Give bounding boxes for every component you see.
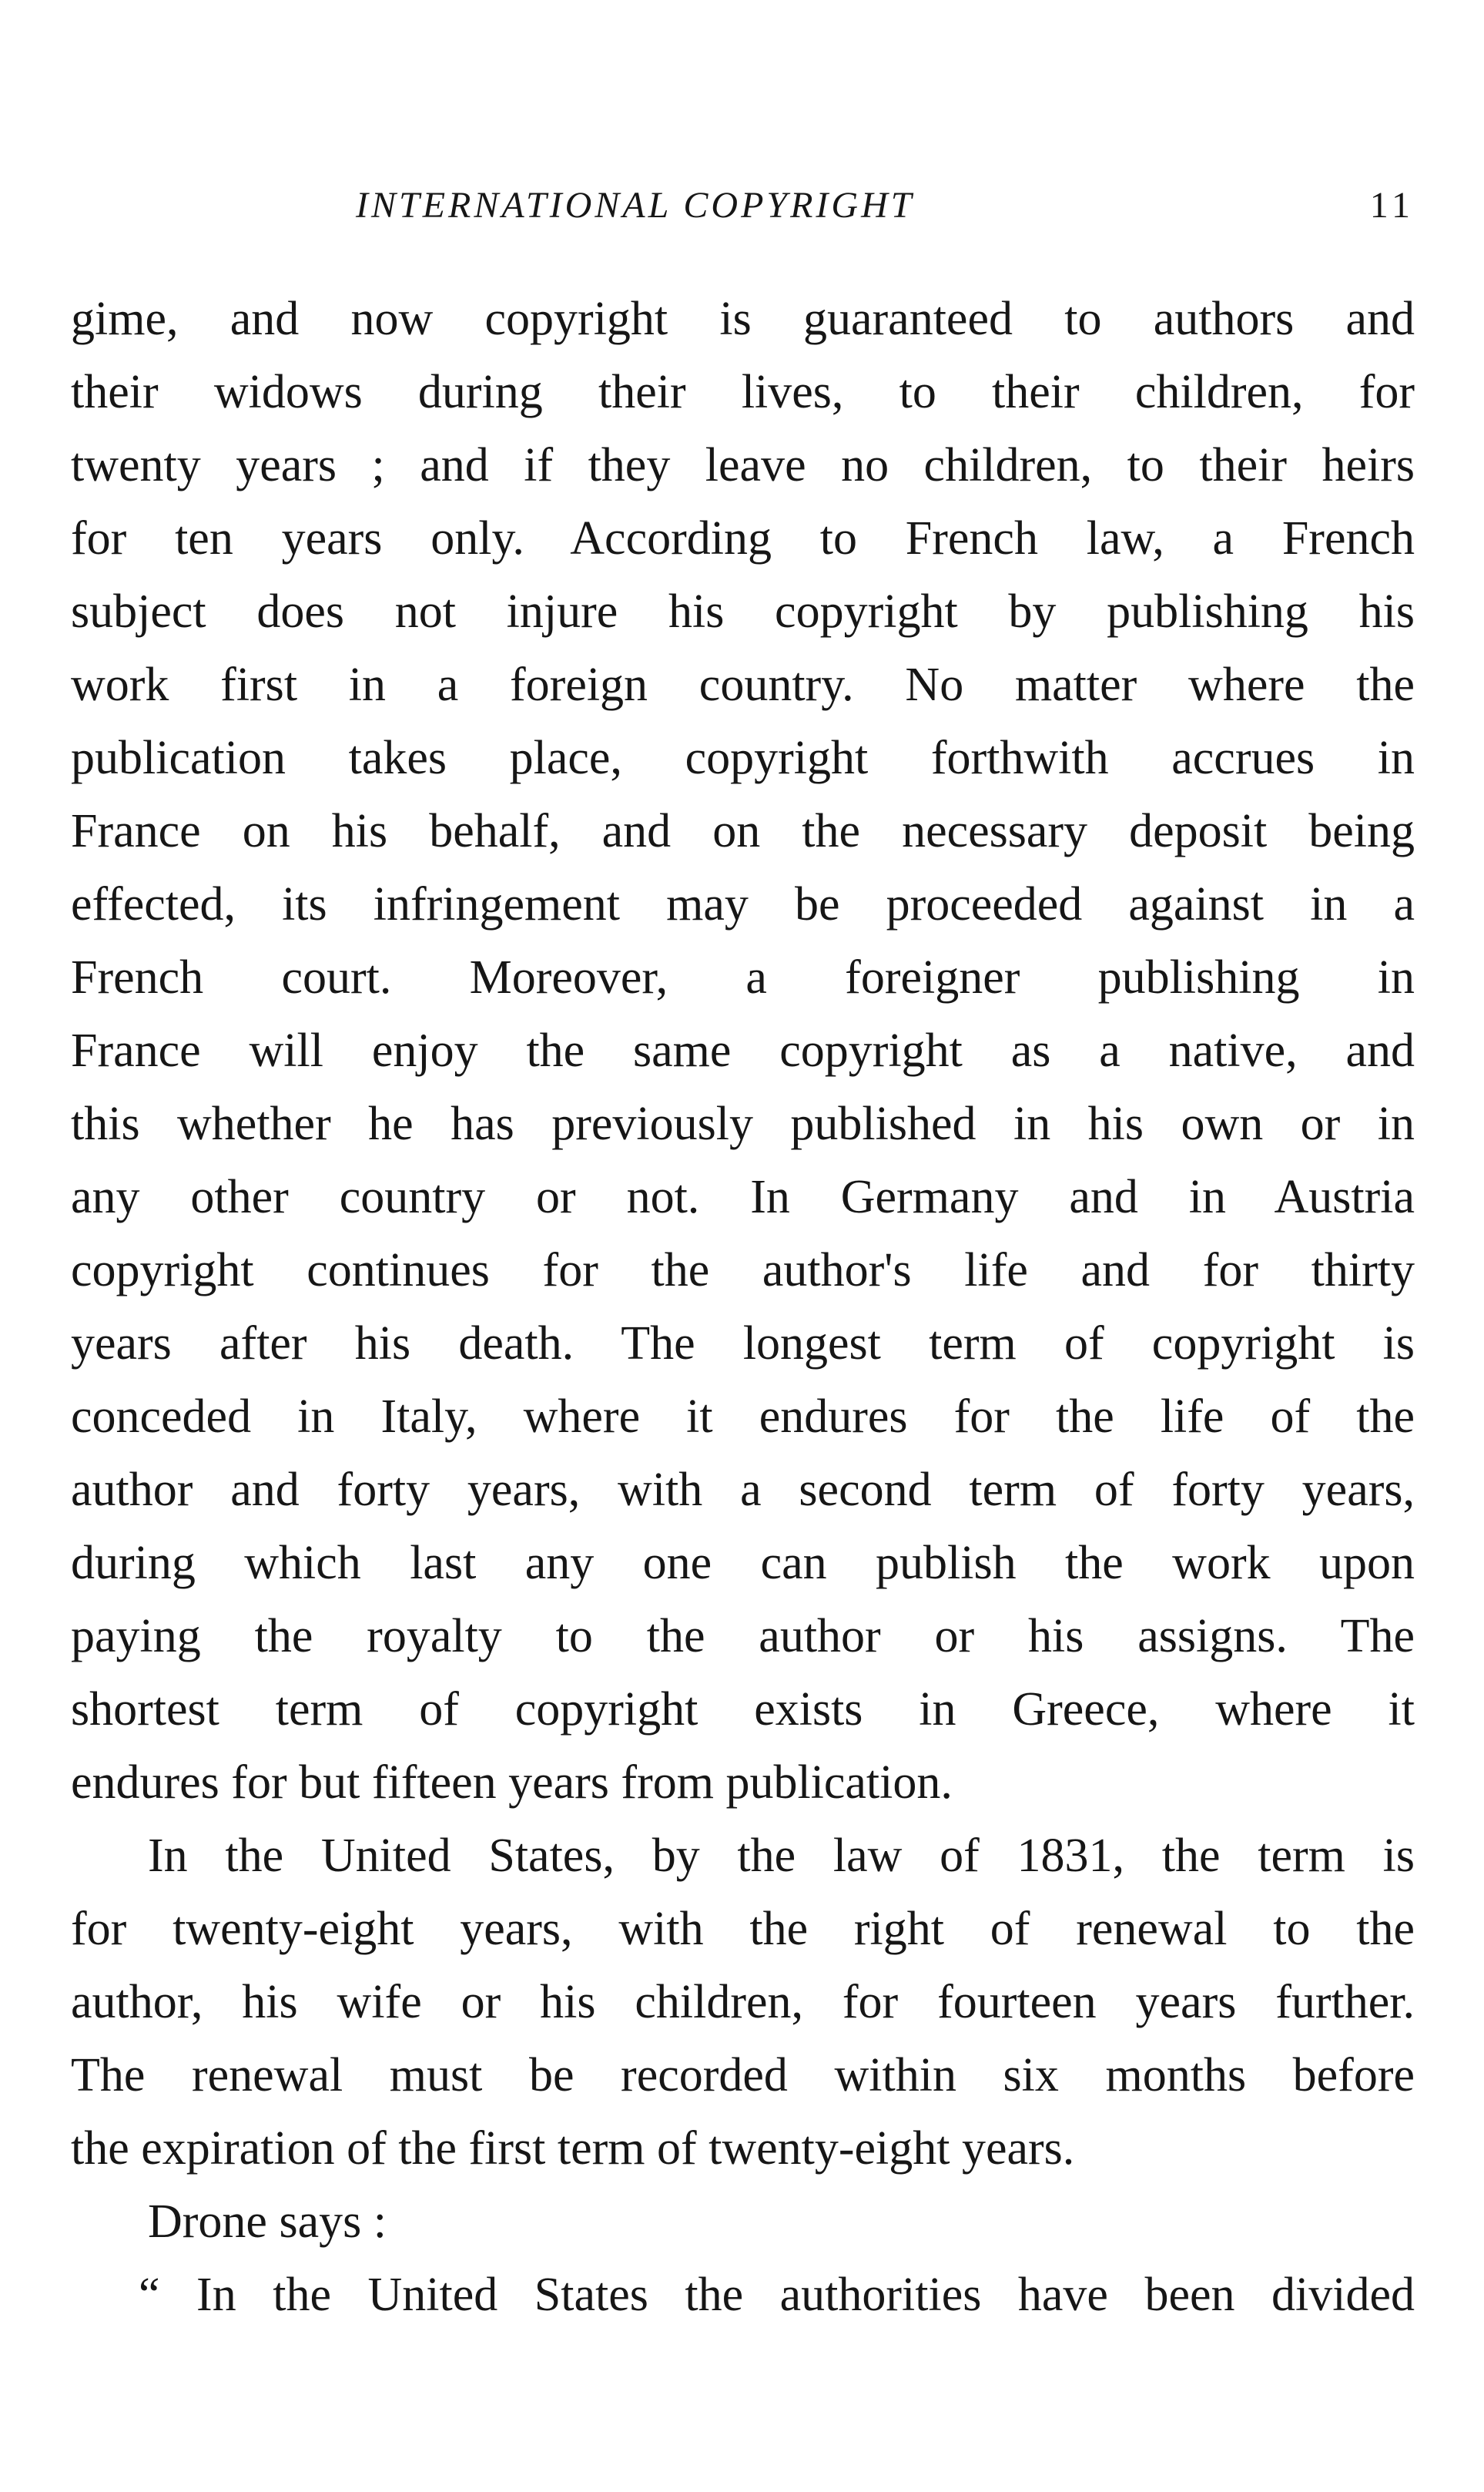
text-line: for ten years only. According to French law, a French: [71, 512, 1415, 565]
paragraph-end-line: endures for but fifteen years from publication.: [71, 1756, 953, 1809]
text-line: French court. Moreover, a foreigner publishing in: [71, 951, 1415, 1004]
running-head: [71, 179, 1415, 233]
text-line: years after his death. The longest term of copyright is: [71, 1317, 1415, 1370]
text-line: twenty years ; and if they leave no children, to their heirs: [71, 439, 1415, 491]
text-line: paying the royalty to the author or his assigns. The: [71, 1610, 1415, 1662]
paragraph-end-line: the expiration of the first term of twenty-eight years.: [71, 2122, 1075, 2175]
paragraph-line: Drone says :: [148, 2195, 387, 2248]
quotation-start-line: “ In the United States the authorities have been divided: [139, 2269, 1415, 2321]
page-number: 11: [1369, 185, 1415, 226]
text-line: conceded in Italy, where it endures for the life of the: [71, 1390, 1415, 1443]
text-line: their widows during their lives, to their children, for: [71, 366, 1415, 418]
text-line: France will enjoy the same copyright as a native, and: [71, 1025, 1415, 1077]
body-text: [71, 287, 1415, 2336]
text-line: work first in a foreign country. No matter where the: [71, 659, 1415, 711]
text-line: during which last any one can publish the work upon: [71, 1537, 1415, 1589]
text-line: France on his behalf, and on the necessary deposit being: [71, 805, 1415, 857]
text-line: shortest term of copyright exists in Greece, where it: [71, 1683, 1415, 1736]
paragraph-start-line: In the United States, by the law of 1831, the term is: [148, 1830, 1415, 1882]
text-line: author and forty years, with a second term of forty years,: [71, 1464, 1415, 1516]
header-title: INTERNATIONAL COPYRIGHT: [356, 185, 915, 226]
text-line: for twenty-eight years, with the right of renewal to the: [71, 1903, 1415, 1955]
text-line: The renewal must be recorded within six months before: [71, 2049, 1415, 2101]
text-line: author, his wife or his children, for fourteen years further.: [71, 1976, 1415, 2028]
text-line: this whether he has previously published in his own or in: [71, 1098, 1415, 1150]
text-line: subject does not injure his copyright by publishing his: [71, 585, 1415, 638]
text-line: any other country or not. In Germany and in Austria: [71, 1171, 1415, 1223]
text-line: gime, and now copyright is guaranteed to authors and: [71, 293, 1415, 345]
text-line: copyright continues for the author's life and for thirty: [71, 1244, 1415, 1296]
text-line: publication takes place, copyright forthwith accrues in: [71, 732, 1415, 784]
text-line: effected, its infringement may be proceeded against in a: [71, 878, 1415, 931]
